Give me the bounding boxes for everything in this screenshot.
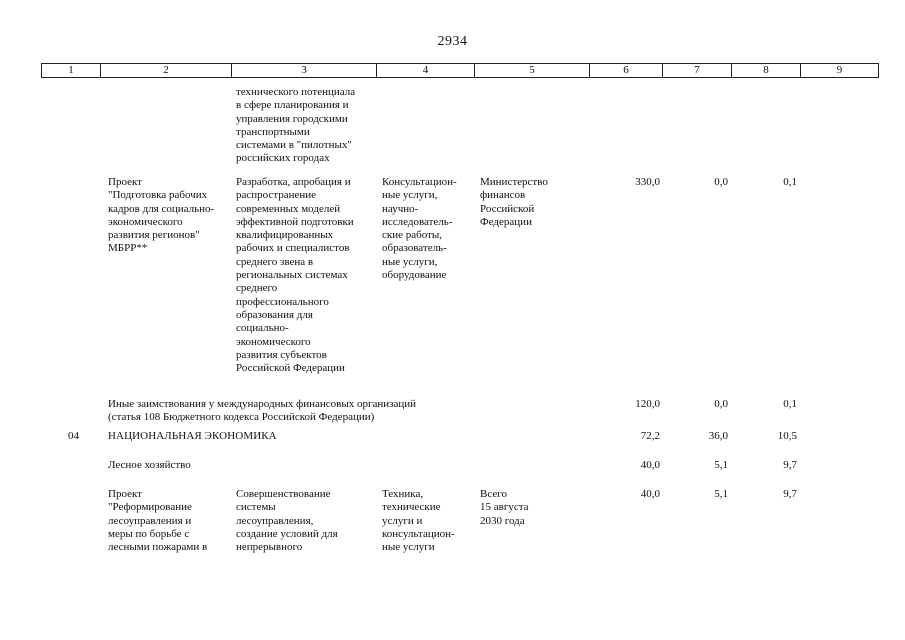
national-economy-name: НАЦИОНАЛЬНАЯ ЭКОНОМИКА bbox=[108, 430, 277, 442]
forestry-col6: 40,0 bbox=[640, 459, 660, 471]
other-borrowings-name: Иные заимствования у международных финансовых организаций (статья 108 Бюджетного кодекса Российской Федерации) bbox=[108, 398, 417, 424]
national-economy-code: 04 bbox=[68, 430, 79, 442]
national-economy-col8: 10,5 bbox=[777, 430, 797, 442]
national-economy-col6: 72,2 bbox=[640, 430, 660, 442]
forestry-col7: 5,1 bbox=[714, 459, 728, 471]
mbrr-project-description: Разработка, апробация и распространение современных моделей эффективной подготовки квалифицированных рабочих и специалистов среднего звена в региональных системах среднего профессионального образования для социально- экономического развития субъектов Российской Федерации bbox=[236, 176, 354, 375]
header-col-2: 2 bbox=[101, 64, 232, 77]
mbrr-project-col6: 330,0 bbox=[635, 176, 660, 188]
forest-project-name: Проект "Реформирование лесоуправления и меры по борьбе с лесными пожарами в bbox=[108, 488, 208, 554]
forestry-name: Лесное хозяйство bbox=[108, 459, 191, 471]
forestry-col8: 9,7 bbox=[783, 459, 797, 471]
header-col-4: 4 bbox=[377, 64, 475, 77]
mbrr-project-executor: Министерство финансов Российской Федерации bbox=[480, 176, 548, 228]
header-col-6: 6 bbox=[590, 64, 663, 77]
header-col-1: 1 bbox=[42, 64, 101, 77]
table-header-row bbox=[41, 63, 879, 78]
header-col-5: 5 bbox=[475, 64, 590, 77]
other-borrowings-col7: 0,0 bbox=[714, 398, 728, 410]
header-col-8: 8 bbox=[732, 64, 801, 77]
header-col-7: 7 bbox=[663, 64, 732, 77]
forest-project-description: Совершенствование системы лесоуправления, создание условий для непрерывного bbox=[236, 488, 338, 554]
other-borrowings-col6: 120,0 bbox=[635, 398, 660, 410]
forest-project-services: Техника, технические услуги и консультацион- ные услуги bbox=[382, 488, 455, 554]
header-col-9: 9 bbox=[836, 64, 843, 76]
other-borrowings-col8: 0,1 bbox=[783, 398, 797, 410]
mbrr-project-col7: 0,0 bbox=[714, 176, 728, 188]
header-col-3: 3 bbox=[232, 64, 377, 77]
forest-project-col6: 40,0 bbox=[640, 488, 660, 500]
mbrr-project-services: Консультацион- ные услуги, научно- исследователь- ские работы, образователь- ные услуги, оборудование bbox=[382, 176, 457, 282]
forest-project-term: Всего 15 августа 2030 года bbox=[480, 488, 529, 527]
national-economy-col7: 36,0 bbox=[708, 430, 728, 442]
page-number: 2934 bbox=[437, 34, 468, 49]
mbrr-project-col8: 0,1 bbox=[783, 176, 797, 188]
forest-project-col8: 9,7 bbox=[783, 488, 797, 500]
mbrr-project-name: Проект "Подготовка рабочих кадров для социально- экономического развития регионов" МБРР** bbox=[108, 176, 215, 255]
continuation-description: технического потенциала в сфере планирования и управления городскими транспортными системами в "пилотных" российских городах bbox=[236, 86, 356, 165]
forest-project-col7: 5,1 bbox=[714, 488, 728, 500]
